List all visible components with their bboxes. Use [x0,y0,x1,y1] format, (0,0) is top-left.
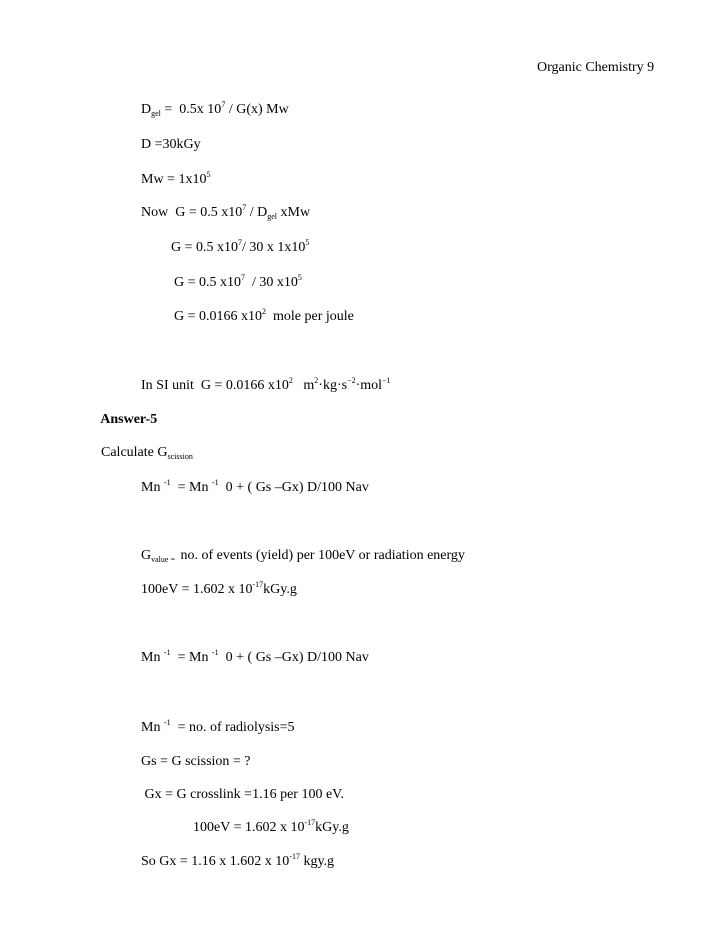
text: kGy.g [263,582,297,597]
text: D [141,102,152,117]
text: no. of events (yield) per 100eV or radiation energy [176,548,465,563]
text: / 30 x 1x10 [242,240,306,255]
subscript: value = [151,555,177,564]
superscript: 2 [288,376,293,385]
text: 0 + ( Gs –Gx) D/100 Nav [218,480,369,495]
text: Mn [141,480,164,495]
text: = Mn [170,650,212,665]
header-title: Organic Chemistry 9 [537,60,655,75]
text: G = 0.5 x10 [171,240,239,255]
superscript: 7 [238,238,243,247]
superscript: -1 [211,648,219,657]
text: Answer-5 [100,412,158,427]
superscript: -1 [163,478,171,487]
superscript: 2 [314,376,319,385]
text: 100eV = 1.602 x 10 [193,820,305,835]
text: kgy.g [299,854,335,869]
text: Gx = G crosslink =1.16 per 100 eV. [141,787,344,802]
text: ·kg·s [318,378,348,393]
text: = 0.5x 10 [160,102,222,117]
superscript: -1 [211,478,219,487]
subscript: gel [151,109,161,118]
text: G = 0.0166 x10 [174,309,263,324]
superscript: −2 [347,376,356,385]
text: 0 + ( Gs –Gx) D/100 Nav [218,650,369,665]
text: G [141,548,152,563]
superscript: 7 [221,100,226,109]
text: kGy.g [315,820,349,835]
page-header [523,44,654,92]
equation-si-unit [127,362,391,410]
text: Mw = 1x10 [141,172,207,187]
energy-conversion-1 [127,566,297,614]
superscript: −1 [382,376,391,385]
text: m [292,378,315,393]
superscript: -1 [163,718,171,727]
superscript: -1 [163,648,171,657]
text: mole per joule [266,309,354,324]
text: Calculate G [101,445,168,460]
text: = no. of radiolysis=5 [170,720,295,735]
superscript: -17 [289,852,300,861]
superscript: 7 [242,203,247,212]
text: G = 0.5 x10 [174,275,242,290]
superscript: -17 [304,818,316,827]
text: / 30 x10 [245,275,298,290]
gx-calculation [127,838,334,886]
equation-mn-2 [127,634,369,682]
equation-mn-1 [127,464,369,512]
text: = Mn [170,480,212,495]
text: Mn [141,720,164,735]
superscript: 5 [297,273,302,282]
superscript: -17 [252,580,264,589]
superscript: 5 [305,238,310,247]
text: Mn [141,650,164,665]
subscript: gel [267,212,278,221]
text: ·mol [355,378,383,393]
text: / G(x) Mw [225,102,289,117]
text: / D [246,205,268,220]
superscript: 7 [241,273,246,282]
equation-g-result [160,293,354,341]
text: So Gx = 1.16 x 1.602 x 10 [141,854,290,869]
text: 100eV = 1.602 x 10 [141,582,253,597]
text: D =30kGy [141,137,201,152]
text: Gs = G scission = ? [141,754,251,769]
text: xMw [277,205,311,220]
subscript: scission [167,452,193,461]
superscript: 5 [206,170,211,179]
text: Now G = 0.5 x10 [141,205,243,220]
superscript: 2 [262,307,267,316]
text: In SI unit G = 0.0166 x10 [141,378,289,393]
